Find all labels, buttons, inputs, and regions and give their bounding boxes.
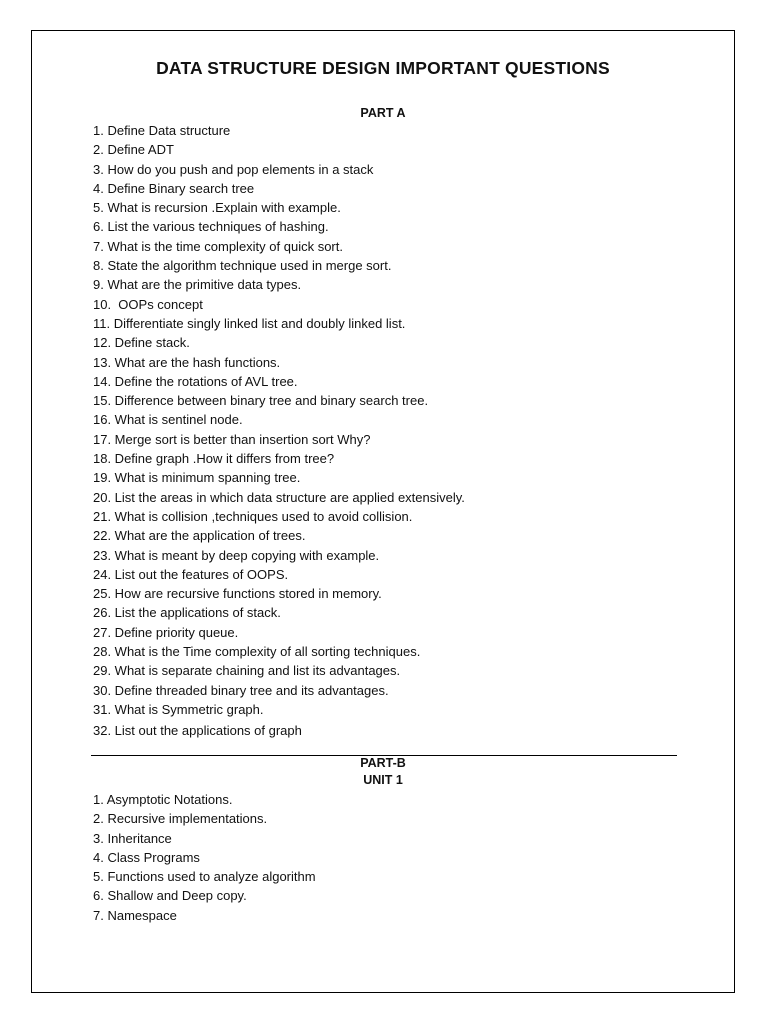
question-item: 5. Functions used to analyze algorithm (93, 869, 316, 885)
question-item: 21. What is collision ,techniques used to avoid collision. (93, 508, 413, 524)
question-item: 8. State the algorithm technique used in merge sort. (93, 258, 392, 274)
question-item: 19. What is minimum spanning tree. (93, 470, 301, 486)
question-item: 28. What is the Time complexity of all sorting techniques. (93, 644, 421, 660)
part-b-question-list (93, 790, 316, 925)
question-item: 6. List the various techniques of hashing. (93, 219, 329, 235)
part-a-question-list (93, 121, 465, 740)
question-item: 5. What is recursion .Explain with example. (93, 200, 341, 216)
question-item: 32. List out the applications of graph (93, 722, 302, 738)
question-item: 23. What is meant by deep copying with example. (93, 547, 380, 563)
question-item: 26. List the applications of stack. (93, 605, 281, 621)
question-item: 2. Define ADT (93, 142, 174, 158)
question-item: 1. Asymptotic Notations. (93, 792, 233, 807)
question-item: 31. What is Symmetric graph. (93, 701, 264, 717)
question-item: 27. Define priority queue. (93, 624, 239, 640)
question-item: 9. What are the primitive data types. (93, 277, 302, 293)
question-item: 15. Difference between binary tree and binary search tree. (93, 393, 429, 409)
question-item: 1. Define Data structure (93, 123, 231, 138)
question-item: 2. Recursive implementations. (93, 811, 268, 827)
question-item: 13. What are the hash functions. (93, 354, 281, 370)
question-item: 25. How are recursive functions stored in memory. (93, 586, 382, 602)
question-item: 3. How do you push and pop elements in a stack (93, 161, 374, 177)
part-a-heading: PART A (360, 106, 406, 120)
question-item: 4. Class Programs (93, 849, 200, 865)
question-item: 29. What is separate chaining and list its advantages. (93, 663, 401, 679)
part-b-heading: PART-B (360, 756, 406, 770)
question-item: 24. List out the features of OOPS. (93, 566, 289, 582)
question-item: 12. Define stack. (93, 335, 190, 351)
document-title: DATA STRUCTURE DESIGN IMPORTANT QUESTIONS (156, 58, 610, 78)
question-item: 22. What are the application of trees. (93, 528, 306, 544)
question-item: 18. Define graph .How it differs from tree? (93, 451, 335, 467)
unit-1-heading: UNIT 1 (363, 773, 403, 787)
question-item: 14. Define the rotations of AVL tree. (93, 373, 298, 389)
question-item: 20. List the areas in which data structure are applied extensively. (93, 489, 465, 505)
question-item: 6. Shallow and Deep copy. (93, 888, 247, 904)
question-item: 10. OOPs concept (93, 296, 203, 312)
question-item: 4. Define Binary search tree (93, 180, 255, 196)
question-item: 3. Inheritance (93, 830, 172, 846)
question-item: 11. Differentiate singly linked list and doubly linked list. (93, 315, 406, 331)
question-item: 17. Merge sort is better than insertion sort Why? (93, 431, 371, 447)
question-item: 16. What is sentinel node. (93, 412, 243, 428)
question-item: 30. Define threaded binary tree and its advantages. (93, 682, 389, 698)
question-item: 7. Namespace (93, 907, 177, 923)
question-item: 7. What is the time complexity of quick sort. (93, 238, 343, 254)
